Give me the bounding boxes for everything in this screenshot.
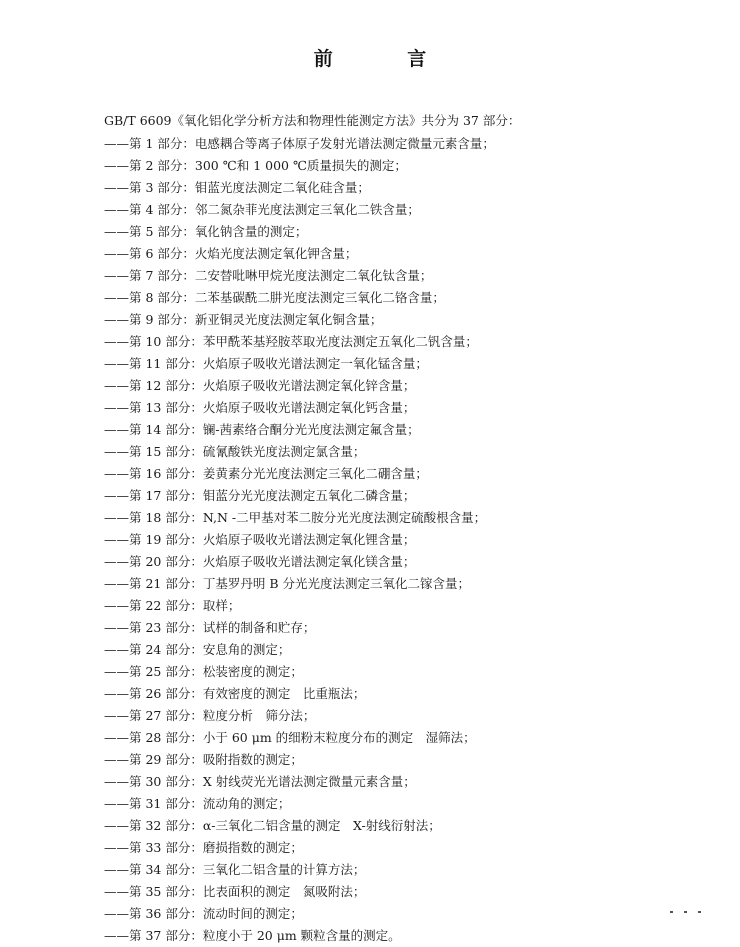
list-item: ——第 5 部分：氧化钠含量的测定； [104, 224, 308, 239]
list-item: ——第 18 部分：N,N -二甲基对苯二胺分光光度法测定硫酸根含量； [104, 510, 487, 525]
page-title: 前 言 [313, 48, 461, 70]
parts-list [104, 133, 495, 947]
list-item: ——第 12 部分：火焰原子吸收光谱法测定氧化锌含量； [104, 378, 416, 393]
list-item: ——第 7 部分：二安替吡啉甲烷光度法测定二氧化钛含量； [104, 268, 433, 283]
list-item: ——第 26 部分：有效密度的测定 比重瓶法； [104, 686, 366, 701]
list-item: ——第 8 部分：二苯基碳酰二肼光度法测定三氧化二铬含量； [104, 290, 445, 305]
list-item: ——第 31 部分：流动角的测定； [104, 796, 291, 811]
list-item: ——第 6 部分：火焰光度法测定氧化钾含量； [104, 246, 358, 261]
list-item: ——第 24 部分：安息角的测定； [104, 642, 291, 657]
list-item: ——第 32 部分：α-三氧化二铝含量的测定 X-射线衍射法； [104, 818, 441, 833]
scan-marks [670, 909, 710, 915]
list-item: ——第 3 部分：钼蓝光度法测定二氧化硅含量； [104, 180, 370, 195]
list-item: ——第 35 部分：比表面积的测定 氮吸附法； [104, 884, 366, 899]
list-item: ——第 15 部分：硫氰酸铁光度法测定氯含量； [104, 444, 366, 459]
list-item: ——第 21 部分：丁基罗丹明 B 分光光度法测定三氧化二镓含量； [104, 576, 470, 591]
list-item: ——第 2 部分：300 ℃和 1 000 ℃质量损失的测定； [104, 158, 407, 173]
list-item: ——第 20 部分：火焰原子吸收光谱法测定氧化镁含量； [104, 554, 416, 569]
list-item: ——第 30 部分：X 射线荧光光谱法测定微量元素含量； [104, 774, 416, 789]
list-item: ——第 22 部分：取样； [104, 598, 241, 613]
intro-paragraph: GB/T 6609《氧化铝化学分析方法和物理性能测定方法》共分为 37 部分： [104, 113, 521, 128]
list-item: ——第 28 部分：小于 60 μm 的细粉末粒度分布的测定 湿筛法； [104, 730, 476, 745]
list-item: ——第 16 部分：姜黄素分光光度法测定三氧化二硼含量； [104, 466, 428, 481]
list-item: ——第 27 部分：粒度分析 筛分法； [104, 708, 316, 723]
list-item: ——第 23 部分：试样的制备和贮存； [104, 620, 316, 635]
list-item: ——第 37 部分：粒度小于 20 μm 颗粒含量的测定。 [104, 928, 401, 943]
list-item: ——第 36 部分：流动时间的测定； [104, 906, 303, 921]
list-item: ——第 14 部分：镧-茜素络合酮分光光度法测定氟含量； [104, 422, 420, 437]
list-item: ——第 11 部分：火焰原子吸收光谱法测定一氧化锰含量； [104, 356, 428, 371]
list-item: ——第 4 部分：邻二氮杂菲光度法测定三氧化二铁含量； [104, 202, 420, 217]
list-item: ——第 34 部分：三氧化二铝含量的计算方法； [104, 862, 366, 877]
list-item: ——第 25 部分：松装密度的测定； [104, 664, 303, 679]
list-item: ——第 13 部分：火焰原子吸收光谱法测定氧化钙含量； [104, 400, 416, 415]
list-item: ——第 33 部分：磨损指数的测定； [104, 840, 303, 855]
list-item: ——第 9 部分：新亚铜灵光度法测定氧化铜含量； [104, 312, 383, 327]
list-item: ——第 17 部分：钼蓝分光光度法测定五氧化二磷含量； [104, 488, 416, 503]
list-item: ——第 19 部分：火焰原子吸收光谱法测定氧化锂含量； [104, 532, 416, 547]
list-item: ——第 10 部分：苯甲酰苯基羟胺萃取光度法测定五氧化二钒含量； [104, 334, 478, 349]
list-item: ——第 1 部分：电感耦合等离子体原子发射光谱法测定微量元素含量； [104, 136, 495, 151]
list-item: ——第 29 部分：吸附指数的测定； [104, 752, 303, 767]
